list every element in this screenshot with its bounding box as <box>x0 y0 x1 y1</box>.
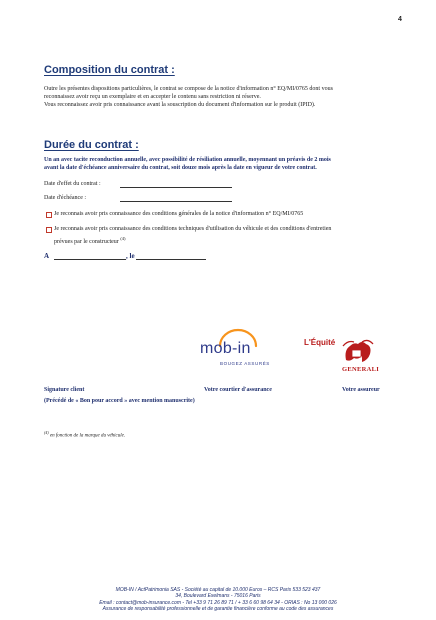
date-effet-field[interactable] <box>120 187 232 188</box>
date-effet-label: Date d'effet du contrat : <box>44 181 101 187</box>
date-label: , le <box>126 252 135 260</box>
footnote-marker: (4) <box>44 430 49 435</box>
date-echeance-field[interactable] <box>120 201 232 202</box>
mobin-tagline: BOUGEZ ASSURÉS <box>220 361 270 366</box>
mobin-logo <box>198 328 278 372</box>
footer-line-4: Assurance de responsabilité professionnelle et de garantie financière conforme au code des assurances <box>102 606 334 613</box>
constructeur-text: prévues par le constructeur <box>54 239 119 245</box>
footer-line-3: Email : contact@mob-insurance.com - Tel +33 9 71 26 89 71 / + 33 6 60 98 64 34 - ORIAS : No 13 000 026 <box>99 599 337 606</box>
checkbox-conditions-techniques-label-2 <box>54 235 126 247</box>
signature-client-label: Signature client <box>44 387 85 393</box>
checkbox-conditions-generales-label: Je reconnais avoir pris connaissance des conditions générales de la notice d'information n° EQ/MI/0765 <box>54 211 304 217</box>
composition-title: Composition du contrat : <box>44 64 175 76</box>
generali-logo <box>340 336 380 376</box>
place-label: A <box>44 252 50 260</box>
duree-bold-line-1: Un an avec tacite reconduction annuelle, avec possibilité de résiliation annuelle, moyennant un préavis de 2 mois <box>44 157 331 163</box>
footer-line-2: 34, Boulevard Exelmans - 75016 Paris <box>175 593 261 600</box>
composition-line-1: Outre les présentes dispositions particulières, le contrat se compose de la notice d'information n° EQ/MI/0765 dont vous <box>44 86 333 92</box>
checkbox-conditions-techniques[interactable] <box>46 227 52 233</box>
composition-line-3: Vous reconnaissez avoir pris connaissance avant la souscription du document d'information sur le produit (IPID). <box>44 102 316 108</box>
date-echeance-label: Date d'échéance : <box>44 195 87 201</box>
signature-client-note: (Précédé de « Bon pour accord » avec mention manuscrite) <box>44 398 195 404</box>
footer-line-1: MOB-IN / ActPatrimonia SAS - Société au capital de 10.000 Euros – RCS Paris 533 523 437 <box>115 587 321 593</box>
duree-bold-line-2: avant la date d'échéance anniversaire du contrat, soit douze mois après la date en vigueur de votre contrat. <box>44 165 317 171</box>
composition-line-2: reconnaissez avoir reçu un exemplaire et en accepter le contenu sans restriction ni réserve. <box>44 94 261 100</box>
footer <box>0 587 436 613</box>
lequite-name: L'Équité <box>304 338 336 347</box>
signature-assureur-label: Votre assureur <box>342 387 380 393</box>
checkbox-conditions-generales[interactable] <box>46 212 52 218</box>
date-field[interactable] <box>136 259 206 260</box>
duree-title: Durée du contrat : <box>44 139 139 151</box>
page-number: 4 <box>398 16 402 23</box>
footnote <box>44 430 125 439</box>
checkbox-conditions-techniques-label-1: Je reconnais avoir pris connaissance des conditions techniques d'utilisation du véhicule et des conditions d'entretien <box>54 226 332 232</box>
lion-icon <box>340 336 376 366</box>
signature-courtier-label: Votre courtier d'assurance <box>204 387 272 393</box>
footnote-ref: (4) <box>120 236 126 241</box>
mobin-name: mob-in <box>200 340 251 357</box>
footnote-text: en fonction de la marque du véhicule. <box>49 433 126 439</box>
place-field[interactable] <box>54 259 126 260</box>
generali-name: GENERALI <box>342 366 380 373</box>
